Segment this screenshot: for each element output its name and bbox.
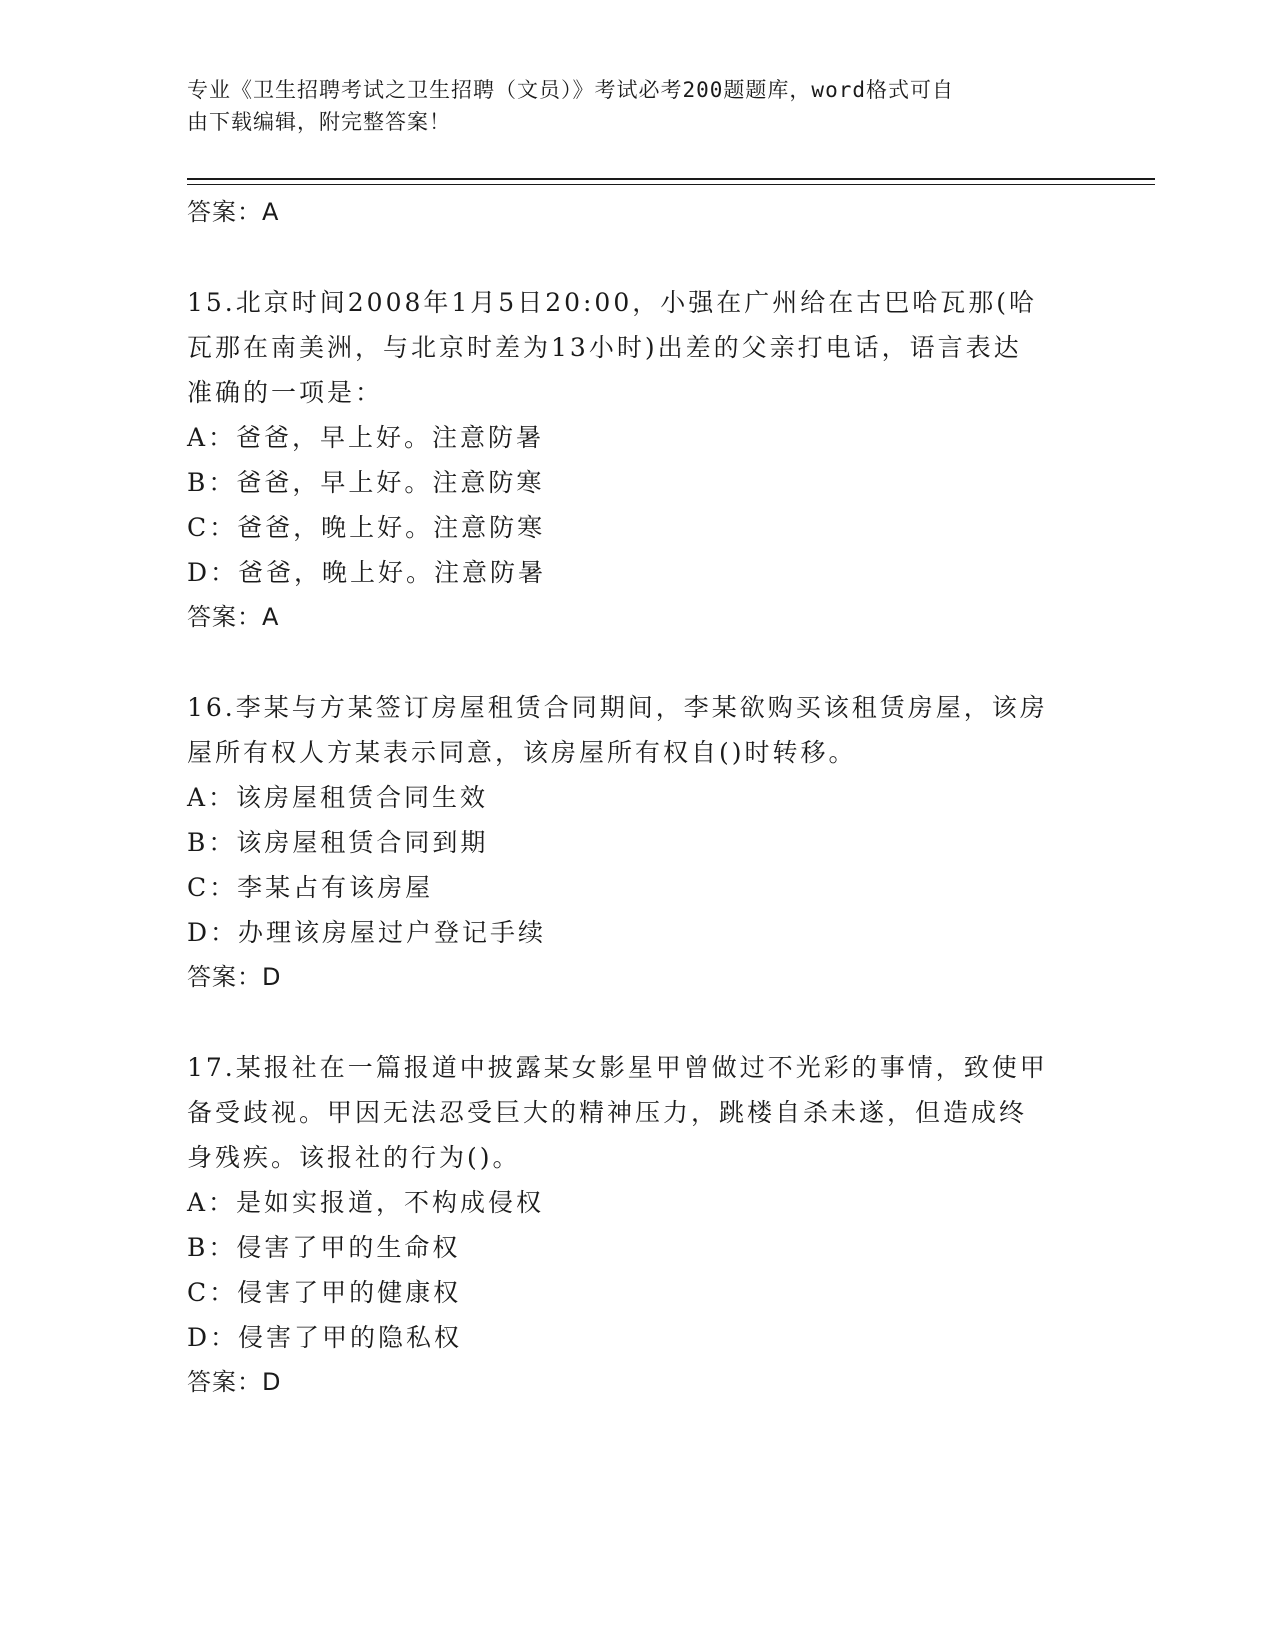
option-d: D：爸爸，晚上好。注意防暑 [187, 558, 547, 587]
previous-answer: 答案：A [187, 198, 280, 226]
stem-line: 准确的一项是： [187, 378, 384, 407]
option-a: A：该房屋租赁合同生效 [187, 783, 489, 812]
question-15 [187, 280, 1087, 639]
option-d: D：侵害了甲的隐私权 [187, 1323, 463, 1352]
header-title-line-2: 由下载编辑，附完整答案！ [187, 110, 451, 134]
stem-line: 16.李某与方某签订房屋租赁合同期间，李某欲购买该租赁房屋，该房 [187, 693, 1048, 722]
question-stem [187, 1045, 1087, 1180]
header-divider-thin [187, 184, 1155, 185]
option-b: B：该房屋租赁合同到期 [187, 828, 489, 857]
question-16 [187, 685, 1087, 999]
question-list [187, 190, 1087, 1404]
stem-line: 15.北京时间2008年1月5日20:00，小强在广州给在古巴哈瓦那(哈 [187, 288, 1037, 317]
stem-line: 身残疾。该报社的行为()。 [187, 1143, 521, 1172]
option-a: A：爸爸，早上好。注意防暑 [187, 423, 545, 452]
stem-line: 备受歧视。甲因无法忍受巨大的精神压力，跳楼自杀未遂，但造成终 [187, 1098, 1028, 1127]
option-b: B：侵害了甲的生命权 [187, 1233, 461, 1262]
answer-line: 答案：A [187, 603, 280, 631]
question-17 [187, 1045, 1087, 1404]
stem-line: 屋所有权人方某表示同意，该房屋所有权自()时转移。 [187, 738, 857, 767]
answer-line: 答案：D [187, 963, 282, 991]
stem-line: 瓦那在南美洲，与北京时差为13小时)出差的父亲打电话，语言表达 [187, 333, 1022, 362]
option-c: C：李某占有该房屋 [187, 873, 434, 902]
option-a: A：是如实报道，不构成侵权 [187, 1188, 545, 1217]
option-c: C：爸爸，晚上好。注意防寒 [187, 513, 546, 542]
question-stem [187, 280, 1087, 415]
question-stem [187, 685, 1087, 775]
option-b: B：爸爸，早上好。注意防寒 [187, 468, 545, 497]
stem-line: 17.某报社在一篇报道中披露某女影星甲曾做过不光彩的事情，致使甲 [187, 1053, 1048, 1082]
option-c: C：侵害了甲的健康权 [187, 1278, 462, 1307]
answer-line: 答案：D [187, 1368, 282, 1396]
header-title-line-1: 专业《卫生招聘考试之卫生招聘（文员）》考试必考200题题库，word格式可自 [187, 78, 954, 102]
option-d: D：办理该房屋过户登记手续 [187, 918, 547, 947]
document-header [187, 74, 1087, 138]
header-divider-thick [187, 178, 1155, 180]
